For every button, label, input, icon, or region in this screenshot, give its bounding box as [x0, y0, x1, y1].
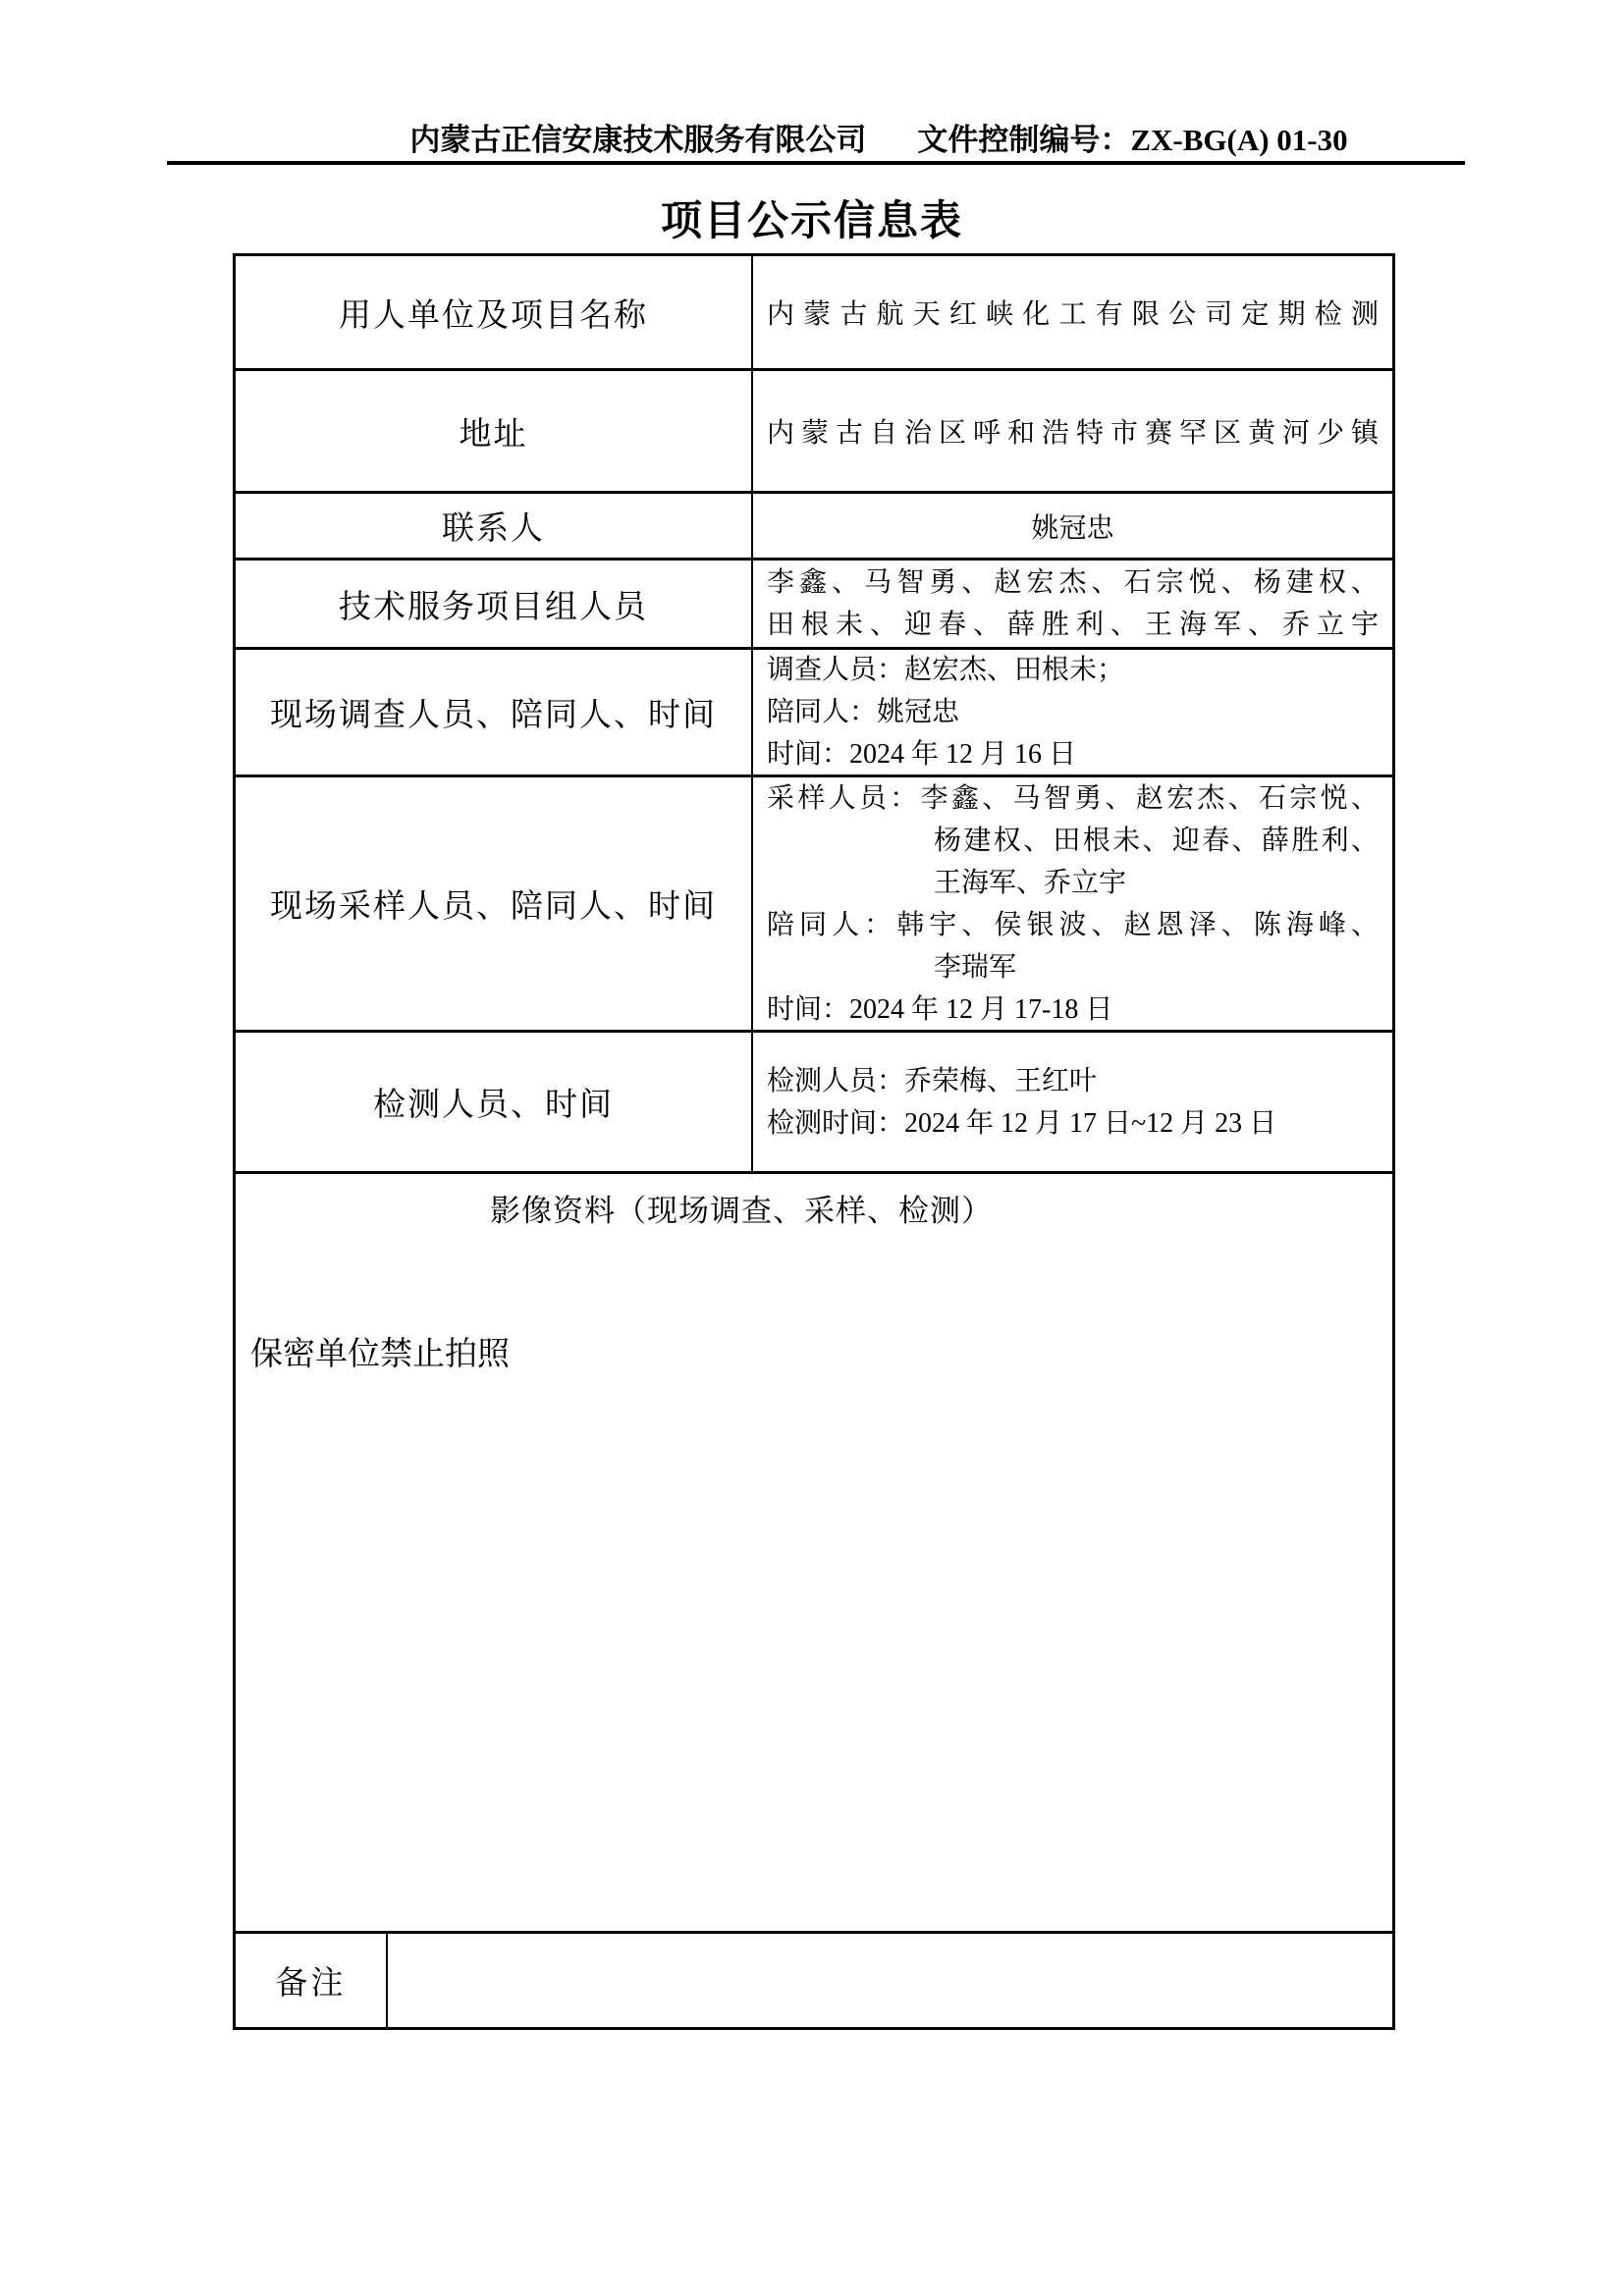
- doc-control-number: 文件控制编号：ZX-BG(A) 01-30: [917, 123, 1348, 157]
- value-line: 田根未、迎春、薛胜利、王海军、乔立宇: [767, 610, 1379, 640]
- remark-label: 备注: [275, 1966, 347, 2002]
- page-title: 项目公示信息表: [660, 199, 963, 244]
- row-value: [751, 256, 1392, 368]
- value-line: 陪同人：姚冠忠: [767, 697, 960, 727]
- row-value: [751, 561, 1392, 647]
- value-text: 内蒙古自治区呼和浩特市赛罕区黄河少镇: [767, 418, 1379, 449]
- value-text: 姚冠忠: [1031, 512, 1114, 544]
- remark-value: [386, 1934, 1392, 2027]
- value-line: 检测时间：2024 年 12 月 17 日~12 月 23 日: [767, 1107, 1277, 1139]
- row-label: 检测人员、时间: [373, 1088, 614, 1123]
- table-row-project-team: [236, 558, 1392, 647]
- row-value: [751, 1033, 1392, 1171]
- value-line: 陪同人：韩宇、侯银波、赵恩泽、陈海峰、: [767, 909, 1379, 940]
- company-name: 内蒙古正信安康技术服务有限公司: [409, 123, 867, 157]
- media-section-title: 影像资料（现场调查、采样、检测）: [490, 1194, 993, 1228]
- media-note: 保密单位禁止拍照: [250, 1337, 510, 1372]
- table-row-site-survey: [236, 647, 1392, 774]
- value-line: 采样人员：李鑫、马智勇、赵宏杰、石宗悦、: [767, 782, 1379, 814]
- row-label: 地址: [459, 416, 528, 453]
- table-row-testing: [236, 1030, 1392, 1171]
- row-label: 现场调查人员、陪同人、时间: [270, 698, 717, 733]
- value-text: 内蒙古航天红峡化工有限公司定期检测: [767, 299, 1379, 330]
- row-label: 用人单位及项目名称: [339, 297, 648, 334]
- media-section: [236, 1174, 1392, 1931]
- row-label: 技术服务项目组人员: [339, 589, 648, 625]
- table-row-site-sampling: [236, 774, 1392, 1030]
- value-line: 李瑞军: [934, 951, 1017, 983]
- value-line: 杨建权、田根未、迎春、薛胜利、: [934, 825, 1379, 856]
- row-value: [751, 777, 1392, 1030]
- row-value: [751, 371, 1392, 491]
- value-line: 李鑫、马智勇、赵宏杰、石宗悦、杨建权、: [767, 567, 1379, 598]
- value-line: 时间：2024 年 12 月 17-18 日: [767, 993, 1113, 1025]
- table-row-address: [236, 368, 1392, 491]
- row-label: 联系人: [442, 511, 545, 547]
- value-line: 检测人员：乔荣梅、王红叶: [767, 1065, 1098, 1096]
- row-label: 现场采样人员、陪同人、时间: [270, 889, 717, 925]
- value-line: 调查人员：赵宏杰、田根未；: [767, 655, 1125, 685]
- table-row-employer: [236, 256, 1392, 368]
- project-info-table: [233, 253, 1395, 2030]
- value-line: 时间：2024 年 12 月 16 日: [767, 739, 1077, 770]
- header-divider: [167, 161, 1465, 165]
- value-line: 王海军、乔立宇: [934, 867, 1127, 898]
- table-row-contact: [236, 491, 1392, 558]
- table-row-remark: [236, 1931, 1392, 2027]
- document-header: [167, 115, 1463, 159]
- row-value: [751, 650, 1392, 774]
- row-value: [751, 494, 1392, 558]
- table-row-media: [236, 1171, 1392, 1931]
